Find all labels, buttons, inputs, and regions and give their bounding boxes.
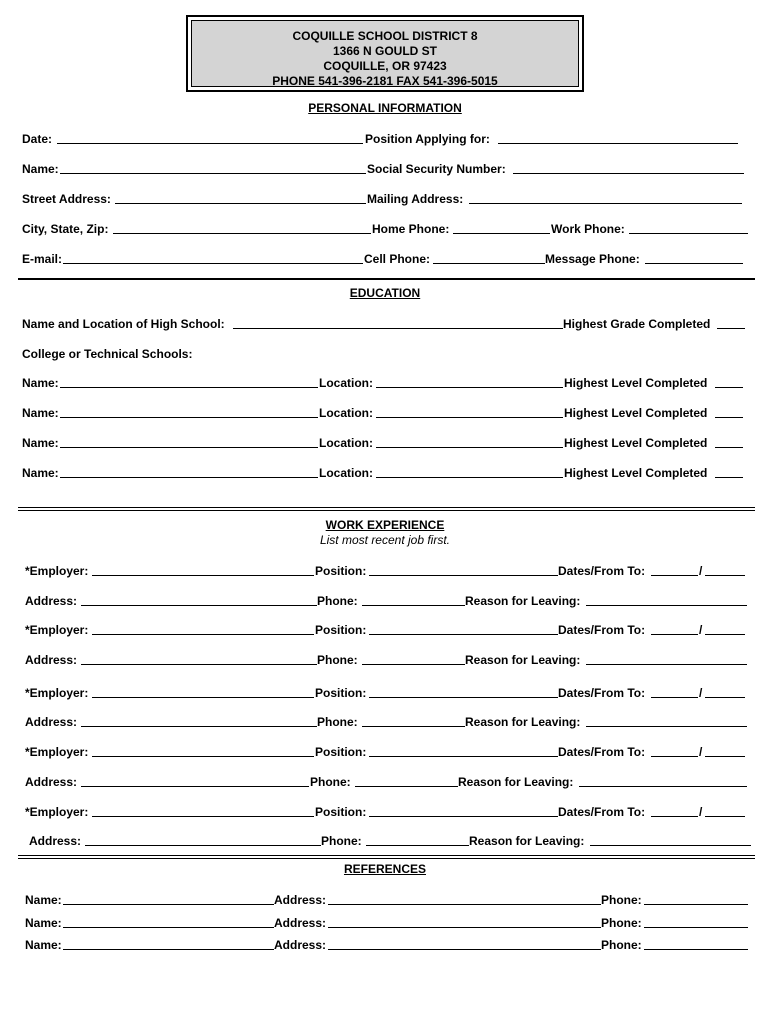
- reference-phone-label: Phone:: [601, 938, 642, 952]
- job-position-field[interactable]: [369, 756, 558, 757]
- job-position-label: Position:: [315, 623, 367, 637]
- date-field[interactable]: [57, 143, 363, 144]
- employer-phone-field[interactable]: [362, 605, 465, 606]
- dates-label: Dates/From To:: [558, 805, 646, 819]
- reference-name-field[interactable]: [63, 927, 274, 928]
- reason-field[interactable]: [586, 605, 747, 606]
- college-name-label: Name:: [22, 376, 59, 390]
- employer-phone-field[interactable]: [355, 786, 458, 787]
- ssn-field[interactable]: [513, 173, 744, 174]
- reference-phone-field[interactable]: [644, 904, 748, 905]
- district-phone-fax: PHONE 541-396-2181 FAX 541-396-5015: [272, 74, 498, 88]
- highest-level-field[interactable]: [715, 387, 743, 388]
- cell-phone-field[interactable]: [433, 263, 545, 264]
- employer-address-row: [0, 593, 770, 609]
- employer-address-field[interactable]: [81, 786, 309, 787]
- personal-info-heading: PERSONAL INFORMATION: [308, 101, 462, 115]
- section-divider: [18, 278, 755, 280]
- employer-phone-field[interactable]: [362, 664, 465, 665]
- reference-name-label: Name:: [25, 893, 62, 907]
- reference-phone-label: Phone:: [601, 893, 642, 907]
- row-street-mailing: [0, 191, 770, 207]
- job-position-field[interactable]: [369, 575, 558, 576]
- row-college-heading: [0, 346, 770, 362]
- college-location-label: Location:: [319, 436, 373, 450]
- row-name-ssn: [0, 161, 770, 177]
- job-position-label: Position:: [315, 805, 367, 819]
- date-from-field[interactable]: [651, 756, 698, 757]
- employer-label: *Employer:: [25, 745, 89, 759]
- highest-level-label: Highest Level Completed: [564, 376, 708, 390]
- message-phone-label: Message Phone:: [545, 252, 640, 266]
- college-name-label: Name:: [22, 436, 59, 450]
- job-position-label: Position:: [315, 745, 367, 759]
- employer-row: [0, 804, 770, 820]
- reason-field[interactable]: [590, 845, 751, 846]
- email-field[interactable]: [63, 263, 363, 264]
- employer-row: [0, 685, 770, 701]
- city-label: City, State, Zip:: [22, 222, 109, 236]
- street-label: Street Address:: [22, 192, 111, 206]
- highest-level-field[interactable]: [715, 447, 743, 448]
- reason-label: Reason for Leaving:: [458, 775, 574, 789]
- employer-address-field[interactable]: [81, 605, 317, 606]
- street-field[interactable]: [115, 203, 366, 204]
- section-divider: [18, 507, 755, 511]
- reason-field[interactable]: [579, 786, 747, 787]
- employer-label: *Employer:: [25, 686, 89, 700]
- employer-address-label: Address:: [25, 653, 78, 667]
- college-location-label: Location:: [319, 466, 373, 480]
- message-phone-field[interactable]: [645, 263, 743, 264]
- letterhead-box: [186, 15, 584, 92]
- position-label: Position Applying for:: [365, 132, 490, 146]
- college-row: [0, 405, 770, 421]
- date-to-field[interactable]: [705, 697, 745, 698]
- education-heading: EDUCATION: [349, 286, 421, 300]
- row-city-phones: [0, 221, 770, 237]
- college-name-label: Name:: [22, 406, 59, 420]
- row-email-phones: [0, 251, 770, 267]
- highest-grade-field[interactable]: [717, 328, 745, 329]
- highest-grade-label: Highest Grade Completed: [563, 317, 711, 331]
- mailing-label: Mailing Address:: [367, 192, 464, 206]
- college-location-field[interactable]: [376, 387, 563, 388]
- employer-label: *Employer:: [25, 805, 89, 819]
- college-name-label: Name:: [22, 466, 59, 480]
- employer-address-row: [0, 652, 770, 668]
- name-field[interactable]: [60, 173, 366, 174]
- row-date-position: [0, 131, 770, 147]
- district-name: COQUILLE SCHOOL DISTRICT 8: [292, 29, 478, 43]
- employer-address-field[interactable]: [85, 845, 321, 846]
- high-school-field[interactable]: [233, 328, 563, 329]
- date-separator: /: [699, 564, 703, 578]
- reference-phone-field[interactable]: [644, 949, 748, 950]
- reference-row: [0, 937, 770, 953]
- employer-address-label: Address:: [25, 594, 78, 608]
- date-to-field[interactable]: [705, 575, 745, 576]
- college-row: [0, 465, 770, 481]
- employer-phone-label: Phone:: [310, 775, 351, 789]
- employer-field[interactable]: [92, 634, 314, 635]
- employer-address-label: Address:: [29, 834, 82, 848]
- date-label: Date:: [22, 132, 53, 146]
- reference-row: [0, 892, 770, 908]
- mailing-field[interactable]: [469, 203, 742, 204]
- employer-address-row: [0, 774, 770, 790]
- college-name-field[interactable]: [60, 387, 318, 388]
- work-experience-note: List most recent job first.: [319, 533, 451, 547]
- reason-field[interactable]: [586, 726, 747, 727]
- reference-name-field[interactable]: [63, 949, 274, 950]
- email-label: E-mail:: [22, 252, 63, 266]
- highest-level-label: Highest Level Completed: [564, 466, 708, 480]
- highest-level-label: Highest Level Completed: [564, 406, 708, 420]
- district-city: COQUILLE, OR 97423: [323, 59, 447, 73]
- date-from-field[interactable]: [651, 697, 698, 698]
- employer-address-field[interactable]: [81, 664, 317, 665]
- employer-phone-label: Phone:: [317, 715, 358, 729]
- cell-phone-label: Cell Phone:: [364, 252, 431, 266]
- date-from-field[interactable]: [651, 634, 698, 635]
- college-name-field[interactable]: [60, 477, 318, 478]
- references-heading: REFERENCES: [343, 862, 426, 876]
- highest-level-field[interactable]: [715, 477, 743, 478]
- college-row: [0, 435, 770, 451]
- reason-label: Reason for Leaving:: [469, 834, 585, 848]
- date-separator: /: [699, 805, 703, 819]
- reference-address-field[interactable]: [328, 949, 601, 950]
- employer-address-field[interactable]: [81, 726, 317, 727]
- reference-address-field[interactable]: [328, 927, 601, 928]
- reference-address-field[interactable]: [328, 904, 601, 905]
- letterhead-inner: [191, 20, 579, 87]
- job-position-label: Position:: [315, 564, 367, 578]
- work-phone-label: Work Phone:: [551, 222, 625, 236]
- home-phone-label: Home Phone:: [372, 222, 450, 236]
- highest-level-field[interactable]: [715, 417, 743, 418]
- position-field[interactable]: [498, 143, 738, 144]
- dates-label: Dates/From To:: [558, 686, 646, 700]
- employer-field[interactable]: [92, 756, 314, 757]
- reference-name-label: Name:: [25, 938, 62, 952]
- college-location-field[interactable]: [376, 417, 563, 418]
- reason-label: Reason for Leaving:: [465, 594, 581, 608]
- name-label: Name:: [22, 162, 59, 176]
- college-location-field[interactable]: [376, 477, 563, 478]
- employer-label: *Employer:: [25, 623, 89, 637]
- employer-label: *Employer:: [25, 564, 89, 578]
- high-school-label: Name and Location of High School:: [22, 317, 225, 331]
- employer-address-row: [0, 833, 770, 849]
- job-position-field[interactable]: [369, 697, 558, 698]
- employer-phone-label: Phone:: [321, 834, 362, 848]
- employer-address-label: Address:: [25, 775, 78, 789]
- employer-row: [0, 622, 770, 638]
- employer-phone-field[interactable]: [362, 726, 465, 727]
- date-separator: /: [699, 686, 703, 700]
- date-from-field[interactable]: [651, 575, 698, 576]
- ssn-label: Social Security Number:: [367, 162, 506, 176]
- date-to-field[interactable]: [705, 634, 745, 635]
- dates-label: Dates/From To:: [558, 745, 646, 759]
- highest-level-label: Highest Level Completed: [564, 436, 708, 450]
- reference-phone-label: Phone:: [601, 916, 642, 930]
- reference-name-label: Name:: [25, 916, 62, 930]
- district-street: 1366 N GOULD ST: [332, 44, 438, 58]
- job-position-field[interactable]: [369, 816, 558, 817]
- row-high-school: [0, 316, 770, 332]
- college-name-field[interactable]: [60, 447, 318, 448]
- work-phone-field[interactable]: [629, 233, 748, 234]
- employer-field[interactable]: [92, 575, 314, 576]
- city-field[interactable]: [113, 233, 371, 234]
- reference-phone-field[interactable]: [644, 927, 748, 928]
- employer-row: [0, 563, 770, 579]
- reference-row: [0, 915, 770, 931]
- dates-label: Dates/From To:: [558, 564, 646, 578]
- job-position-field[interactable]: [369, 634, 558, 635]
- reason-label: Reason for Leaving:: [465, 653, 581, 667]
- reason-label: Reason for Leaving:: [465, 715, 581, 729]
- date-to-field[interactable]: [705, 756, 745, 757]
- job-position-label: Position:: [315, 686, 367, 700]
- reference-name-field[interactable]: [63, 904, 274, 905]
- reference-address-label: Address:: [274, 916, 327, 930]
- employer-phone-label: Phone:: [317, 653, 358, 667]
- college-location-field[interactable]: [376, 447, 563, 448]
- employer-field[interactable]: [92, 816, 314, 817]
- employer-phone-label: Phone:: [317, 594, 358, 608]
- employer-address-row: [0, 714, 770, 730]
- employer-address-label: Address:: [25, 715, 78, 729]
- date-to-field[interactable]: [705, 816, 745, 817]
- work-experience-heading: WORK EXPERIENCE: [325, 518, 445, 532]
- employer-row: [0, 744, 770, 760]
- college-name-field[interactable]: [60, 417, 318, 418]
- college-row: [0, 375, 770, 391]
- college-label: College or Technical Schools:: [22, 347, 193, 361]
- date-from-field[interactable]: [651, 816, 698, 817]
- reference-address-label: Address:: [274, 893, 327, 907]
- reference-address-label: Address:: [274, 938, 327, 952]
- date-separator: /: [699, 623, 703, 637]
- date-separator: /: [699, 745, 703, 759]
- dates-label: Dates/From To:: [558, 623, 646, 637]
- employer-phone-field[interactable]: [366, 845, 469, 846]
- college-location-label: Location:: [319, 376, 373, 390]
- home-phone-field[interactable]: [453, 233, 550, 234]
- college-location-label: Location:: [319, 406, 373, 420]
- section-divider: [18, 855, 755, 859]
- reason-field[interactable]: [586, 664, 747, 665]
- employer-field[interactable]: [92, 697, 314, 698]
